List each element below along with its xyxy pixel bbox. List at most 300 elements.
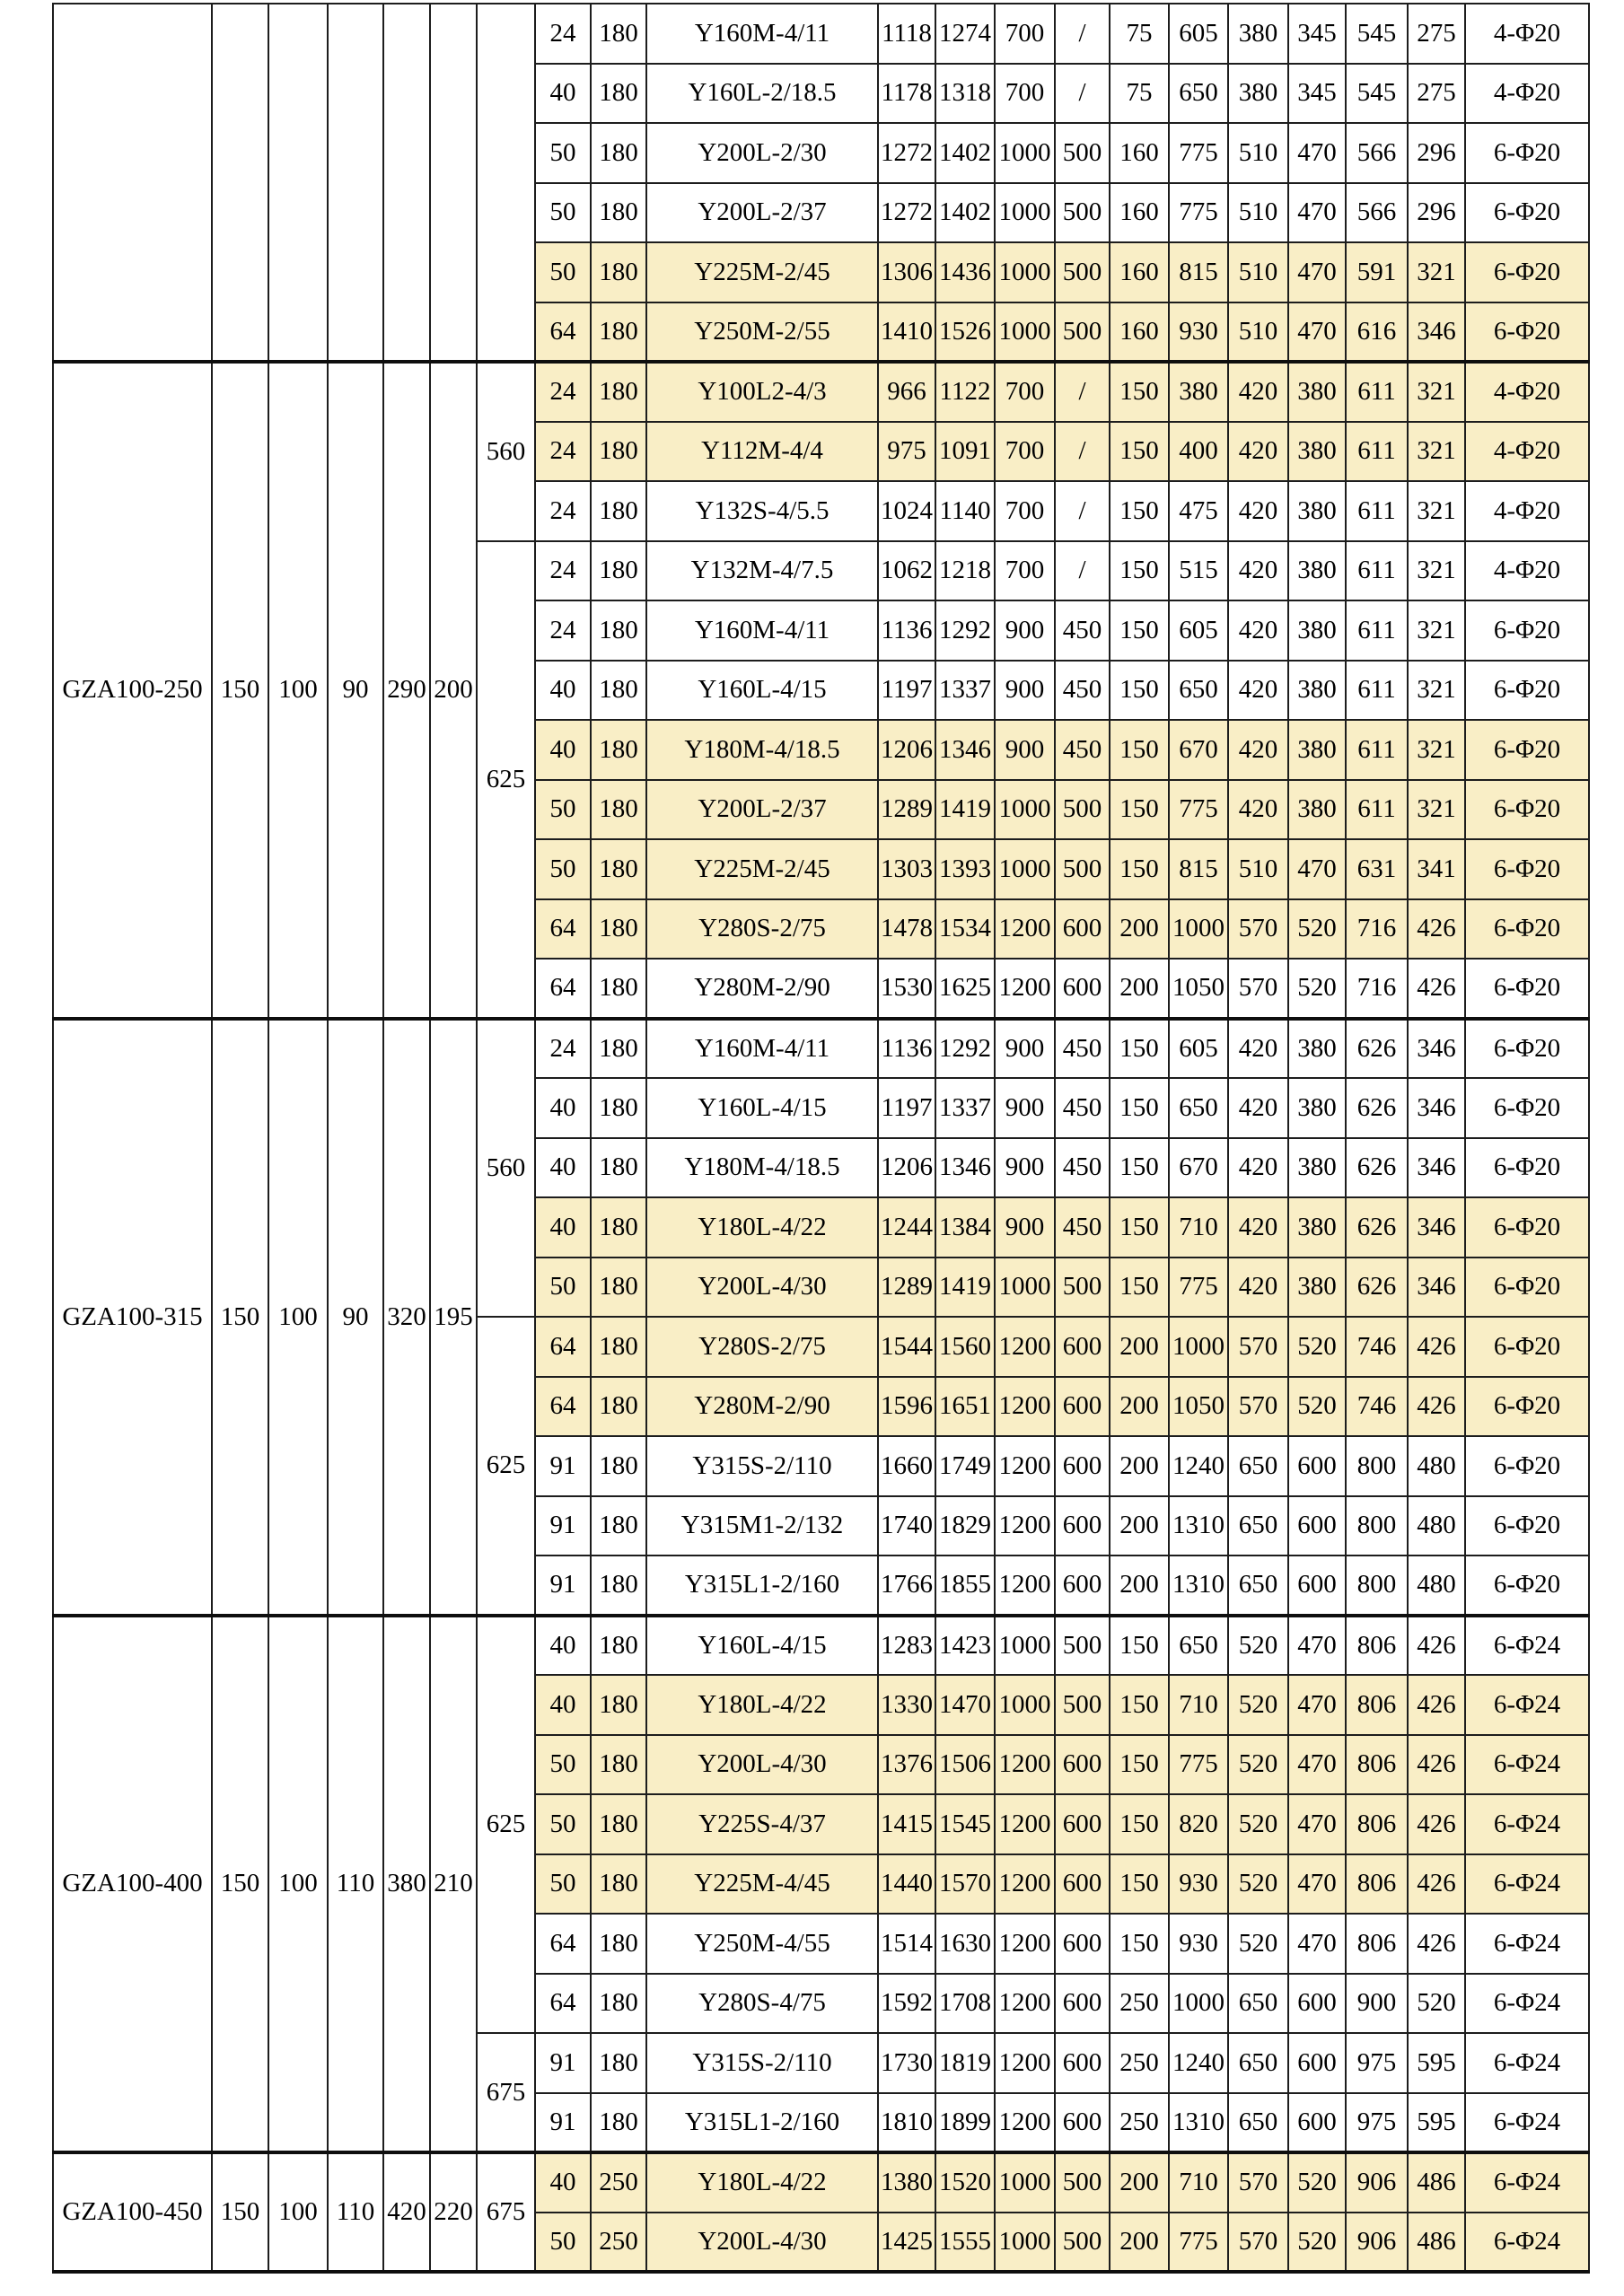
value-cell: 1318 xyxy=(935,64,995,124)
speed-cell xyxy=(477,4,535,362)
value-cell: 275 xyxy=(1408,4,1465,64)
value-cell: 470 xyxy=(1288,302,1346,363)
value-cell: 746 xyxy=(1346,1377,1408,1437)
value-cell: 1346 xyxy=(935,720,995,780)
value-cell: 150 xyxy=(1110,1914,1169,1974)
flow-cell: 91 xyxy=(535,1555,591,1616)
value-cell: 1024 xyxy=(878,481,935,541)
dim-cell: 100 xyxy=(268,1019,328,1616)
value-cell: 200 xyxy=(1110,899,1169,960)
value-cell: 1310 xyxy=(1169,1555,1228,1616)
value-cell: 806 xyxy=(1346,1794,1408,1854)
value-cell: 650 xyxy=(1169,1078,1228,1138)
holes-cell: 6-Φ20 xyxy=(1465,1138,1589,1198)
value-cell: 1000 xyxy=(995,183,1055,243)
value-cell: 1292 xyxy=(935,600,995,661)
value-cell: 1200 xyxy=(995,2093,1055,2153)
value-cell: 1200 xyxy=(995,1854,1055,1915)
value-cell: 426 xyxy=(1408,1854,1465,1915)
flow-cell: 91 xyxy=(535,1496,591,1556)
value-cell: 160 xyxy=(1110,302,1169,363)
value-cell: 150 xyxy=(1110,1258,1169,1318)
value-cell: 670 xyxy=(1169,1138,1228,1198)
value-cell: 500 xyxy=(1055,1258,1110,1318)
holes-cell: 4-Φ20 xyxy=(1465,422,1589,482)
value-cell: 500 xyxy=(1055,2152,1110,2213)
dim-cell: 100 xyxy=(268,2152,328,2272)
motor-cell: Y200L-4/30 xyxy=(646,1258,878,1318)
value-cell: 346 xyxy=(1408,302,1465,363)
value-cell: 600 xyxy=(1055,1496,1110,1556)
value-cell: / xyxy=(1055,362,1110,422)
holes-cell: 6-Φ20 xyxy=(1465,183,1589,243)
pressure-cell: 250 xyxy=(591,2213,646,2273)
dim-cell: 290 xyxy=(383,362,430,1019)
model-cell: GZA100-400 xyxy=(53,1616,212,2153)
value-cell: 150 xyxy=(1110,1616,1169,1676)
value-cell: 600 xyxy=(1055,1436,1110,1496)
flow-cell: 24 xyxy=(535,481,591,541)
value-cell: 1419 xyxy=(935,780,995,840)
value-cell: 420 xyxy=(1228,1019,1288,1079)
value-cell: 450 xyxy=(1055,1197,1110,1258)
flow-cell: 24 xyxy=(535,600,591,661)
motor-cell: Y315L1-2/160 xyxy=(646,1555,878,1616)
value-cell: 700 xyxy=(995,481,1055,541)
value-cell: 1555 xyxy=(935,2213,995,2273)
value-cell: 545 xyxy=(1346,4,1408,64)
pressure-cell: 180 xyxy=(591,1555,646,1616)
value-cell: 1289 xyxy=(878,1258,935,1318)
value-cell: 480 xyxy=(1408,1496,1465,1556)
value-cell: 1766 xyxy=(878,1555,935,1616)
value-cell: 150 xyxy=(1110,362,1169,422)
motor-cell: Y160M-4/11 xyxy=(646,4,878,64)
value-cell: 150 xyxy=(1110,1078,1169,1138)
value-cell: 746 xyxy=(1346,1317,1408,1377)
value-cell: 570 xyxy=(1228,2213,1288,2273)
value-cell: 1000 xyxy=(1169,1974,1228,2034)
holes-cell: 6-Φ20 xyxy=(1465,839,1589,899)
pressure-cell: 250 xyxy=(591,2152,646,2213)
value-cell: 150 xyxy=(1110,1197,1169,1258)
value-cell: 600 xyxy=(1055,1914,1110,1974)
value-cell: 380 xyxy=(1288,720,1346,780)
value-cell: 545 xyxy=(1346,64,1408,124)
value-cell: 611 xyxy=(1346,600,1408,661)
value-cell: 1376 xyxy=(878,1735,935,1795)
value-cell: 150 xyxy=(1110,1854,1169,1915)
value-cell: 500 xyxy=(1055,1616,1110,1676)
value-cell: 930 xyxy=(1169,302,1228,363)
value-cell: 450 xyxy=(1055,1019,1110,1079)
holes-cell: 6-Φ20 xyxy=(1465,1377,1589,1437)
value-cell: 1050 xyxy=(1169,959,1228,1019)
value-cell: 1570 xyxy=(935,1854,995,1915)
value-cell: 520 xyxy=(1228,1794,1288,1854)
value-cell: 1197 xyxy=(878,661,935,721)
value-cell: 450 xyxy=(1055,661,1110,721)
value-cell: 1000 xyxy=(995,1616,1055,1676)
value-cell: 380 xyxy=(1288,600,1346,661)
value-cell: 820 xyxy=(1169,1794,1228,1854)
flow-cell: 40 xyxy=(535,1616,591,1676)
value-cell: 500 xyxy=(1055,1675,1110,1735)
value-cell: 1289 xyxy=(878,780,935,840)
value-cell: 1000 xyxy=(1169,1317,1228,1377)
value-cell: 470 xyxy=(1288,1794,1346,1854)
flow-cell: 40 xyxy=(535,2152,591,2213)
value-cell: 806 xyxy=(1346,1675,1408,1735)
value-cell: 346 xyxy=(1408,1078,1465,1138)
value-cell: 1206 xyxy=(878,720,935,780)
value-cell: 321 xyxy=(1408,780,1465,840)
value-cell: 650 xyxy=(1169,1616,1228,1676)
value-cell: 1200 xyxy=(995,1436,1055,1496)
value-cell: 1402 xyxy=(935,123,995,183)
value-cell: 650 xyxy=(1228,2033,1288,2093)
motor-cell: Y132M-4/7.5 xyxy=(646,541,878,601)
value-cell: 1200 xyxy=(995,1496,1055,1556)
speed-cell: 560 xyxy=(477,362,535,541)
value-cell: 1470 xyxy=(935,1675,995,1735)
value-cell: 900 xyxy=(1346,1974,1408,2034)
holes-cell: 4-Φ20 xyxy=(1465,541,1589,601)
value-cell: 380 xyxy=(1228,4,1288,64)
value-cell: 480 xyxy=(1408,1436,1465,1496)
value-cell: 611 xyxy=(1346,422,1408,482)
table-row xyxy=(53,1019,1589,1079)
value-cell: 380 xyxy=(1228,64,1288,124)
value-cell: 150 xyxy=(1110,541,1169,601)
value-cell: 515 xyxy=(1169,541,1228,601)
value-cell: 150 xyxy=(1110,1794,1169,1854)
spec-table-body xyxy=(53,4,1589,2272)
value-cell: 426 xyxy=(1408,1317,1465,1377)
value-cell: 1197 xyxy=(878,1078,935,1138)
value-cell: 1425 xyxy=(878,2213,935,2273)
value-cell: 1402 xyxy=(935,183,995,243)
value-cell: 150 xyxy=(1110,1019,1169,1079)
table-row xyxy=(53,4,1589,64)
value-cell: 775 xyxy=(1169,1258,1228,1318)
value-cell: 1000 xyxy=(995,123,1055,183)
pressure-cell: 180 xyxy=(591,1496,646,1556)
value-cell: 600 xyxy=(1288,1496,1346,1556)
value-cell: 520 xyxy=(1228,1675,1288,1735)
dim-cell: 150 xyxy=(212,1019,268,1616)
value-cell: 1740 xyxy=(878,1496,935,1556)
flow-cell: 50 xyxy=(535,839,591,899)
value-cell: 900 xyxy=(995,661,1055,721)
value-cell: 700 xyxy=(995,362,1055,422)
motor-cell: Y200L-4/30 xyxy=(646,1735,878,1795)
value-cell: 470 xyxy=(1288,1616,1346,1676)
dim-cell xyxy=(212,4,268,362)
pressure-cell: 180 xyxy=(591,1616,646,1676)
value-cell: 1310 xyxy=(1169,2093,1228,2153)
value-cell: 1272 xyxy=(878,123,935,183)
motor-cell: Y160L-2/18.5 xyxy=(646,64,878,124)
dim-cell: 150 xyxy=(212,1616,268,2153)
value-cell: 806 xyxy=(1346,1616,1408,1676)
value-cell: 975 xyxy=(1346,2093,1408,2153)
value-cell: 1200 xyxy=(995,1914,1055,1974)
value-cell: 150 xyxy=(1110,1675,1169,1735)
value-cell: 75 xyxy=(1110,64,1169,124)
value-cell: 611 xyxy=(1346,661,1408,721)
pressure-cell: 180 xyxy=(591,1138,646,1198)
value-cell: 1292 xyxy=(935,1019,995,1079)
value-cell: 1200 xyxy=(995,2033,1055,2093)
value-cell: 200 xyxy=(1110,959,1169,1019)
value-cell: 486 xyxy=(1408,2213,1465,2273)
pressure-cell: 180 xyxy=(591,1078,646,1138)
holes-cell: 6-Φ24 xyxy=(1465,1735,1589,1795)
value-cell: 1000 xyxy=(995,780,1055,840)
value-cell: 400 xyxy=(1169,422,1228,482)
value-cell: 510 xyxy=(1228,183,1288,243)
value-cell: 1526 xyxy=(935,302,995,363)
value-cell: 1218 xyxy=(935,541,995,601)
value-cell: 1303 xyxy=(878,839,935,899)
flow-cell: 64 xyxy=(535,1317,591,1377)
value-cell: 380 xyxy=(1288,481,1346,541)
value-cell: 380 xyxy=(1288,1197,1346,1258)
value-cell: 1200 xyxy=(995,1317,1055,1377)
value-cell: 380 xyxy=(1288,1019,1346,1079)
value-cell: 775 xyxy=(1169,123,1228,183)
value-cell: 346 xyxy=(1408,1019,1465,1079)
holes-cell: 6-Φ20 xyxy=(1465,1496,1589,1556)
pressure-cell: 180 xyxy=(591,302,646,363)
value-cell: 1200 xyxy=(995,1794,1055,1854)
value-cell: 800 xyxy=(1346,1496,1408,1556)
motor-cell: Y315L1-2/160 xyxy=(646,2093,878,2153)
value-cell: 420 xyxy=(1228,422,1288,482)
value-cell: 296 xyxy=(1408,183,1465,243)
value-cell: 1091 xyxy=(935,422,995,482)
motor-cell: Y280S-2/75 xyxy=(646,1317,878,1377)
speed-cell: 625 xyxy=(477,1317,535,1616)
dim-cell xyxy=(328,4,383,362)
value-cell: 321 xyxy=(1408,600,1465,661)
value-cell: 150 xyxy=(1110,422,1169,482)
value-cell: 570 xyxy=(1228,899,1288,960)
value-cell: 520 xyxy=(1288,2152,1346,2213)
flow-cell: 24 xyxy=(535,422,591,482)
value-cell: 710 xyxy=(1169,1197,1228,1258)
value-cell: 611 xyxy=(1346,481,1408,541)
value-cell: 975 xyxy=(878,422,935,482)
value-cell: 611 xyxy=(1346,720,1408,780)
value-cell: 1520 xyxy=(935,2152,995,2213)
value-cell: 420 xyxy=(1228,1078,1288,1138)
value-cell: 700 xyxy=(995,64,1055,124)
motor-cell: Y315M1-2/132 xyxy=(646,1496,878,1556)
value-cell: 900 xyxy=(995,1138,1055,1198)
holes-cell: 6-Φ20 xyxy=(1465,123,1589,183)
value-cell: 775 xyxy=(1169,780,1228,840)
value-cell: 150 xyxy=(1110,1735,1169,1795)
value-cell: 1283 xyxy=(878,1616,935,1676)
value-cell: 611 xyxy=(1346,780,1408,840)
flow-cell: 91 xyxy=(535,1436,591,1496)
value-cell: 1829 xyxy=(935,1496,995,1556)
dim-cell: 320 xyxy=(383,1019,430,1616)
motor-cell: Y180L-4/22 xyxy=(646,1197,878,1258)
value-cell: 1423 xyxy=(935,1616,995,1676)
pressure-cell: 180 xyxy=(591,1974,646,2034)
value-cell: 200 xyxy=(1110,1555,1169,1616)
value-cell: 500 xyxy=(1055,780,1110,840)
value-cell: 520 xyxy=(1228,1616,1288,1676)
value-cell: 1855 xyxy=(935,1555,995,1616)
value-cell: 150 xyxy=(1110,839,1169,899)
value-cell: 426 xyxy=(1408,1616,1465,1676)
value-cell: 380 xyxy=(1169,362,1228,422)
flow-cell: 24 xyxy=(535,1019,591,1079)
value-cell: 626 xyxy=(1346,1138,1408,1198)
table-row xyxy=(53,362,1589,422)
value-cell: 341 xyxy=(1408,839,1465,899)
model-cell: GZA100-450 xyxy=(53,2152,212,2272)
holes-cell: 6-Φ20 xyxy=(1465,899,1589,960)
value-cell: 1062 xyxy=(878,541,935,601)
value-cell: 650 xyxy=(1228,1555,1288,1616)
value-cell: 321 xyxy=(1408,242,1465,302)
value-cell: 1651 xyxy=(935,1377,995,1437)
value-cell: 520 xyxy=(1228,1735,1288,1795)
flow-cell: 24 xyxy=(535,4,591,64)
pressure-cell: 180 xyxy=(591,2033,646,2093)
flow-cell: 50 xyxy=(535,1258,591,1318)
value-cell: 600 xyxy=(1288,2093,1346,2153)
value-cell: 775 xyxy=(1169,183,1228,243)
motor-cell: Y100L2-4/3 xyxy=(646,362,878,422)
holes-cell: 6-Φ20 xyxy=(1465,1197,1589,1258)
value-cell: 200 xyxy=(1110,1317,1169,1377)
motor-cell: Y250M-4/55 xyxy=(646,1914,878,1974)
dim-cell: 420 xyxy=(383,2152,430,2272)
motor-cell: Y225S-4/37 xyxy=(646,1794,878,1854)
value-cell: 420 xyxy=(1228,780,1288,840)
pressure-cell: 180 xyxy=(591,1675,646,1735)
flow-cell: 50 xyxy=(535,123,591,183)
value-cell: 1436 xyxy=(935,242,995,302)
holes-cell: 6-Φ20 xyxy=(1465,242,1589,302)
value-cell: 420 xyxy=(1228,720,1288,780)
value-cell: 470 xyxy=(1288,1735,1346,1795)
motor-cell: Y200L-4/30 xyxy=(646,2213,878,2273)
value-cell: / xyxy=(1055,481,1110,541)
flow-cell: 50 xyxy=(535,1794,591,1854)
holes-cell: 6-Φ20 xyxy=(1465,661,1589,721)
flow-cell: 50 xyxy=(535,242,591,302)
value-cell: 1730 xyxy=(878,2033,935,2093)
value-cell: 1419 xyxy=(935,1258,995,1318)
value-cell: 450 xyxy=(1055,1078,1110,1138)
dim-cell: 150 xyxy=(212,362,268,1019)
holes-cell: 6-Φ24 xyxy=(1465,2213,1589,2273)
motor-cell: Y200L-2/37 xyxy=(646,183,878,243)
holes-cell: 6-Φ20 xyxy=(1465,780,1589,840)
speed-cell: 625 xyxy=(477,541,535,1019)
flow-cell: 40 xyxy=(535,64,591,124)
value-cell: 1384 xyxy=(935,1197,995,1258)
holes-cell: 6-Φ20 xyxy=(1465,1258,1589,1318)
holes-cell: 4-Φ20 xyxy=(1465,4,1589,64)
pressure-cell: 180 xyxy=(591,481,646,541)
holes-cell: 6-Φ24 xyxy=(1465,1914,1589,1974)
value-cell: 1534 xyxy=(935,899,995,960)
pressure-cell: 180 xyxy=(591,839,646,899)
value-cell: 611 xyxy=(1346,541,1408,601)
value-cell: 426 xyxy=(1408,959,1465,1019)
value-cell: 296 xyxy=(1408,123,1465,183)
value-cell: 800 xyxy=(1346,1555,1408,1616)
value-cell: 150 xyxy=(1110,481,1169,541)
value-cell: 631 xyxy=(1346,839,1408,899)
value-cell: 906 xyxy=(1346,2213,1408,2273)
motor-cell: Y225M-2/45 xyxy=(646,242,878,302)
value-cell: 710 xyxy=(1169,2152,1228,2213)
pressure-cell: 180 xyxy=(591,1436,646,1496)
pressure-cell: 180 xyxy=(591,600,646,661)
value-cell: 160 xyxy=(1110,242,1169,302)
value-cell: 1000 xyxy=(1169,899,1228,960)
value-cell: 966 xyxy=(878,362,935,422)
value-cell: 815 xyxy=(1169,242,1228,302)
value-cell: 900 xyxy=(995,1078,1055,1138)
value-cell: 900 xyxy=(995,600,1055,661)
holes-cell: 6-Φ20 xyxy=(1465,1019,1589,1079)
value-cell: 500 xyxy=(1055,123,1110,183)
value-cell: 1118 xyxy=(878,4,935,64)
pressure-cell: 180 xyxy=(591,780,646,840)
flow-cell: 91 xyxy=(535,2093,591,2153)
value-cell: 570 xyxy=(1228,2152,1288,2213)
value-cell: 600 xyxy=(1288,1974,1346,2034)
pressure-cell: 180 xyxy=(591,242,646,302)
value-cell: 510 xyxy=(1228,123,1288,183)
value-cell: 716 xyxy=(1346,899,1408,960)
dim-cell xyxy=(383,4,430,362)
value-cell: 600 xyxy=(1055,1974,1110,2034)
value-cell: 566 xyxy=(1346,183,1408,243)
value-cell: 570 xyxy=(1228,1317,1288,1377)
value-cell: 626 xyxy=(1346,1078,1408,1138)
pressure-cell: 180 xyxy=(591,183,646,243)
value-cell: 160 xyxy=(1110,123,1169,183)
value-cell: 1310 xyxy=(1169,1496,1228,1556)
value-cell: 900 xyxy=(995,1197,1055,1258)
value-cell: 426 xyxy=(1408,1914,1465,1974)
value-cell: 650 xyxy=(1228,1974,1288,2034)
value-cell: 800 xyxy=(1346,1436,1408,1496)
value-cell: 470 xyxy=(1288,183,1346,243)
pressure-cell: 180 xyxy=(591,1377,646,1437)
motor-cell: Y160M-4/11 xyxy=(646,600,878,661)
value-cell: 450 xyxy=(1055,720,1110,780)
value-cell: 1630 xyxy=(935,1914,995,1974)
pressure-cell: 180 xyxy=(591,1914,646,1974)
value-cell: 321 xyxy=(1408,422,1465,482)
value-cell: 1560 xyxy=(935,1317,995,1377)
value-cell: 1200 xyxy=(995,899,1055,960)
value-cell: 380 xyxy=(1288,422,1346,482)
value-cell: 626 xyxy=(1346,1197,1408,1258)
